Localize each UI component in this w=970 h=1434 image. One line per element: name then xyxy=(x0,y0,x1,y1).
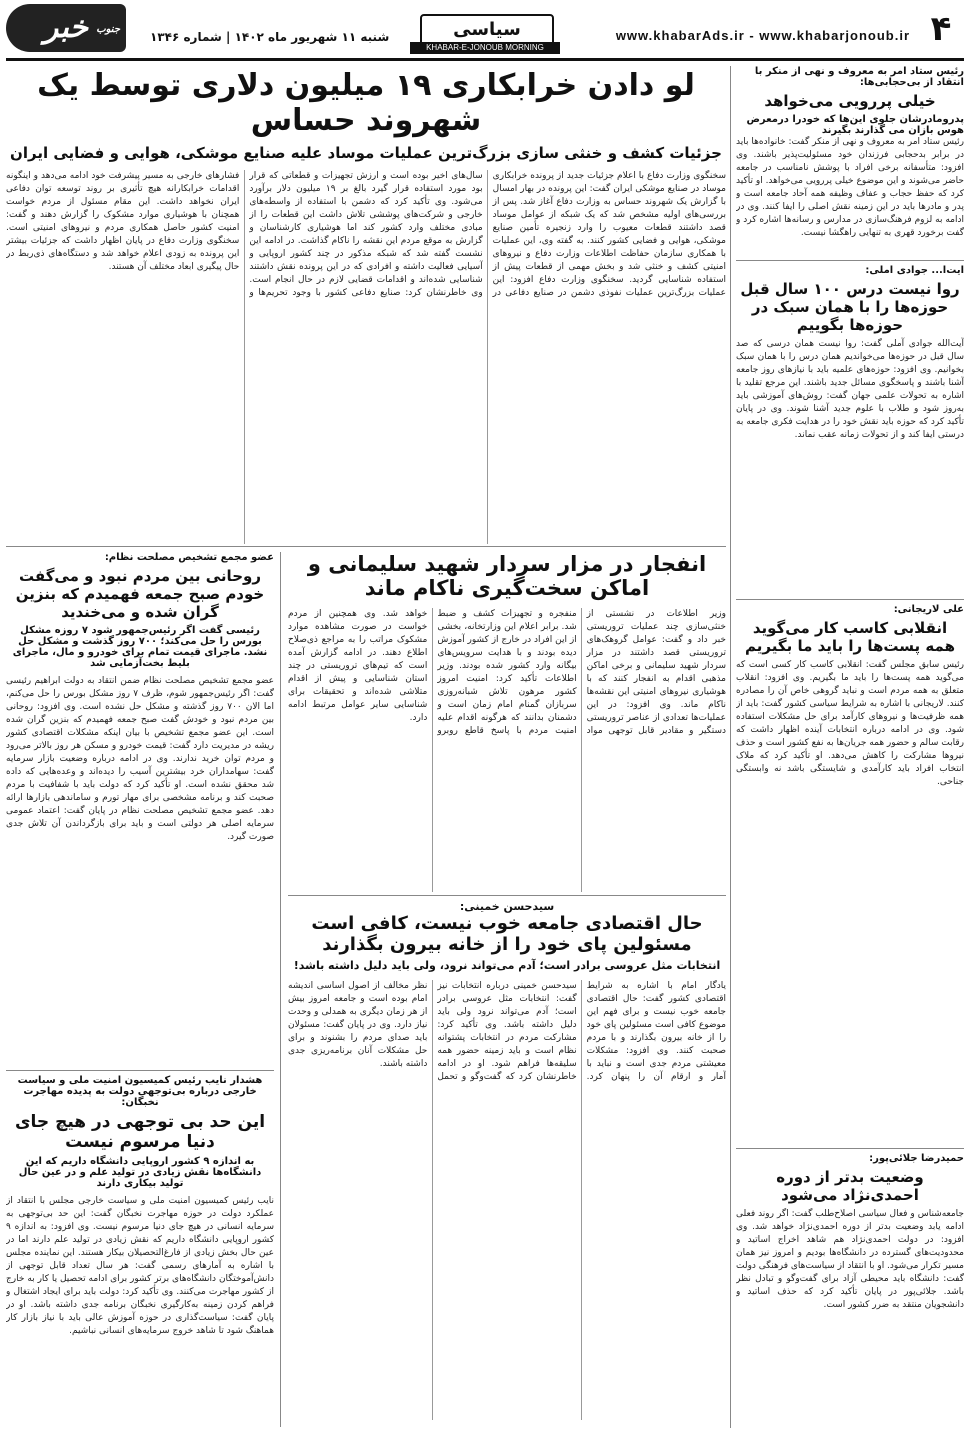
blast-article xyxy=(288,552,726,892)
economy-body: یادگار امام با اشاره به شرایط اقتصادی کشور گفت: حال اقتصادی جامعه خوب نیست و برای فهم این موضوع کافی است مسئولین پای خود را از خانه بیرون بگذارند و با مردم صحبت کنند. وی افزود: مشکلات معیشتی مردم جدی است و نباید با آمار و ارقام آن را پنهان کرد. سیدحسن خمینی درباره انتخابات نیز گفت: انتخابات مثل عروسی برادر است؛ آدم می‌تواند نرود ولی باید دلیل داشته باشد. وی تأکید کرد: مشارکت مردم در انتخابات پشتوانه نظام است و باید زمینه حضور همه سلیقه‌ها فراهم شود. او در ادامه خاطرنشان کرد که گفت‌وگو و تحمل نظر مخالف از اصول اساسی اندیشه امام بوده است و جامعه امروز بیش از هر زمان دیگری به همدلی و وحدت نیاز دارد. وی در پایان گفت: مسئولان باید صدای مردم را بشنوند و برای حل مشکلات آنان برنامه‌ریزی جدی داشته باشند. xyxy=(288,981,726,1082)
divider xyxy=(736,599,964,600)
website-urls[interactable]: www.khabarAds.ir - www.khabarjonoub.ir xyxy=(615,28,910,43)
economy-kicker: سیدحسن خمینی: xyxy=(459,900,555,913)
sidebar xyxy=(736,66,964,1428)
lead-body: سخنگوی وزارت دفاع با اعلام جزئیات جدید از پرونده خرابکاری موساد در صنایع موشکی ایران گفت: این پرونده در بهار امسال با گزارش یک شهروند حساس به وزارت دفاع آغاز شد. پس از بررسی‌های اولیه مشخص شد که یک شبکه از عوامل موساد قصد داشتند قطعات معیوب را وارد زنجیره تأمین صنایع موشکی، هوایی و فضایی کشور کنند. به گفته وی، این عملیات با همکاری سازمان حفاظت اطلاعات وزارت دفاع و نیروهای امنیتی کشف و خنثی شد و بخش مهمی از قطعات پیش از استفاده شناسایی گردید. سخنگوی وزارت دفاع افزود: این عملیات بزرگ‌ترین عملیات نفوذی دشمن در صنایع دفاعی در سال‌های اخیر بوده است و ارزش تجهیزات و قطعاتی که قرار بود مورد استفاده قرار گیرد بالغ بر ۱۹ میلیون دلار برآورد می‌شود. وی تأکید کرد که دشمن با استفاده از واسطه‌های خارجی و شرکت‌های پوششی تلاش داشت این قطعات را از مبادی مختلف وارد کشور کند اما هوشیاری کارشناسان و گزارش به موقع مردم این نقشه را ناکام گذاشت. در ادامه این نشست گفته شد که شبکه مذکور در چند کشور اروپایی و آسیایی فعالیت داشته و افرادی که در این پرونده نقش داشتند شناسایی شده‌اند و اقدامات قضایی لازم در حال انجام است. وی خاطرنشان کرد: صنایع دفاعی کشور با وجود تحریم‌ها و فشارهای خارجی به مسیر پیشرفت خود ادامه می‌دهد و اینگونه اقدامات خرابکارانه هیچ تأثیری بر روند توسعه توان دفاعی ایران نخواهد داشت. این مقام مسئول از مردم خواست همچنان با هوشیاری موارد مشکوک را گزارش دهند و گفت: امنیت کشور حاصل همکاری مردم و نیروهای امنیتی است. سخنگوی وزارت دفاع در پایان اظهار داشت که جزئیات بیشتر این پرونده به زودی اعلام خواهد شد و دستگاه‌های ذی‌ربط در حال پیگیری ابعاد مختلف آن هستند. xyxy=(6,171,726,298)
rohani-article xyxy=(6,552,274,1067)
students-body: نایب رئیس کمیسیون امنیت ملی و سیاست خارجی مجلس با انتقاد از عملکرد دولت در حوزه مهاجرت نخبگان گفت: این حد بی‌توجهی به سرمایه انسانی در هیچ جای دنیا مرسوم نیست. وی افزود: به اندازه ۹ کشور اروپایی دانشگاه داریم که نقش زیادی در تولید علم دارند اما در عین حال بخش زیادی از فارغ‌التحصیلان بیکار هستند. این نماینده مجلس با اشاره به آمارهای رسمی گفت: هر سال تعداد قابل توجهی از دانش‌آموختگان دانشگاه‌های برتر کشور برای ادامه تحصیل یا کار به خارج از کشور مهاجرت می‌کنند. وی تأکید کرد: دولت باید برای ایجاد اشتغال و فراهم کردن زمینه به‌کارگیری نخبگان برنامه جدی داشته باشد. او در پایان گفت: سیاست‌گذاری در حوزه آموزش عالی باید با نیاز بازار کار هماهنگ شود تا شاهد خروج سرمایه‌های انسانی نباشیم. xyxy=(6,1196,274,1336)
section-english: KHABAR-E-JONOUB MORNING xyxy=(410,42,560,54)
lead-article xyxy=(6,66,726,544)
divider xyxy=(736,1148,964,1149)
section-title: سیاسی xyxy=(420,14,554,46)
sidebar-body: آیت‌الله جوادی آملی گفت: روا نیست همان درسی که صد سال قبل در حوزه‌ها می‌خواندیم همان درس را با همان سبک بخوانیم. وی افزود: حوزه‌های علمیه باید با نیازهای روز جامعه آشنا باشند و پاسخگوی مسائل جدید باشند. این مرجع تقلید با اشاره به تحولات علمی جهان گفت: روش‌های آموزشی باید به‌روز شود و طلاب با علوم جدید آشنا شوند. وی در پایان تأکید کرد که حوزه باید نقش خود را در هدایت فکری جامعه به درستی ایفا کند و از تحولات زمانه عقب نماند. xyxy=(736,339,964,440)
newspaper-logo xyxy=(6,4,126,52)
sidebar-kicker: آیت‌ا... جوادی آملی: xyxy=(865,265,964,276)
rohani-body: عضو مجمع تشخیص مصلحت نظام ضمن انتقاد به دولت ابراهیم رئیسی گفت: اگر رئیس‌جمهور شوم، ظرف ۷ روز مشکل بورس را حل می‌کنم، اما الان ۷۰۰ روز گذشته و مشکل حل نشده است. وی افزود: روحانی بین مردم نبود و خودش گفت صبح جمعه فهمیدم که بنزین گران شده است. این عضو مجمع تشخیص با بیان اینکه مشکلات اقتصادی کشور ریشه در مدیریت دارد گفت: قیمت خودرو و مسکن هر روز بالاتر می‌رود و مردم توان خرید ندارند. وی در ادامه درباره وضعیت بازار سرمایه گفت: سهامداران خرد بیشترین آسیب را دیده‌اند و وعده‌هایی که داده شد محقق نشده است. او تأکید کرد که دولت باید با شفافیت با مردم صحبت کند و برنامه مشخصی برای مهار تورم و ساماندهی بازارها ارائه دهد. عضو مجمع تشخیص مصلحت نظام در پایان گفت: اعتماد عمومی سرمایه اصلی هر دولتی است و باید برای بازگرداندن آن تلاش جدی صورت گیرد. xyxy=(6,676,274,842)
students-article xyxy=(6,1075,274,1427)
divider xyxy=(730,66,731,1428)
logo-sub: جنوب xyxy=(96,24,120,35)
sidebar-headline: خیلی پررویی می‌خواهد xyxy=(764,92,936,110)
divider xyxy=(736,260,964,261)
sidebar-item xyxy=(736,66,964,256)
lead-subhead: جزئیات کشف و خنثی سازی بزرگ‌ترین عملیات موساد علیه صنایع موشکی، هوایی و فضایی ایران xyxy=(10,144,722,162)
sidebar-item xyxy=(736,1153,964,1428)
blast-body: وزیر اطلاعات در نشستی از خنثی‌سازی چند عملیات تروریستی خبر داد و گفت: عوامل گروهک‌های تروریستی قصد داشتند در مزار سردار شهید سلیمانی و برخی اماکن مذهبی اقدام به انفجار کنند که با هوشیاری نیروهای امنیتی این نقشه‌ها ناکام ماند. وی افزود: در این عملیات‌ها تعدادی از عناصر تروریستی دستگیر و مقادیر قابل توجهی مواد منفجره و تجهیزات کشف و ضبط شد. برابر اعلام این وزارتخانه، بخشی از این افراد در خارج از کشور آموزش دیده بودند و با هدایت سرویس‌های بیگانه وارد کشور شده بودند. وزیر اطلاعات تأکید کرد: امنیت امروز کشور مرهون تلاش شبانه‌روزی سربازان گمنام امام زمان است و دشمنان بدانند که هرگونه اقدام علیه امنیت مردم با پاسخ قاطع روبرو خواهد شد. وی همچنین از مردم خواست در صورت مشاهده موارد مشکوک مراتب را به مراجع ذی‌صلاح اطلاع دهند. در ادامه گزارش آمده است که تیم‌های تروریستی در چند استان شناسایی و پیش از اقدام متلاشی شده‌اند و تحقیقات برای شناسایی سایر عوامل مرتبط ادامه دارد. xyxy=(288,609,726,736)
divider xyxy=(280,552,281,1427)
sidebar-headline: وضعیت بدتر از دوره احمدی‌نژاد می‌شود xyxy=(776,1168,924,1204)
sidebar-subhead: پدرومادرشان جلوی این‌ها که خودرا درمعرض هوس بازان می گذارند بگیرند xyxy=(746,114,964,136)
divider xyxy=(6,546,726,547)
sidebar-item xyxy=(736,265,964,595)
sidebar-headline: انقلابی کاسب کار می‌گوید همه پست‌ها را باید ما بگیریم xyxy=(745,619,955,655)
sidebar-body: جامعه‌شناس و فعال سیاسی اصلاح‌طلب گفت: اگر روند فعلی ادامه یابد وضعیت بدتر از دوره احمدی‌نژاد خواهد شد. وی افزود: در دولت احمدی‌نژاد هم شاهد اخراج اساتید و محدودیت‌های گسترده در دانشگاه‌ها بودیم و امروز نیز همان مسیر تکرار می‌شود. او با انتقاد از سیاست‌های فرهنگی دولت گفت: دانشگاه باید محیطی آزاد برای گفت‌وگو و تبادل نظر باشد. جلائی‌پور در پایان تأکید کرد که حذف اساتید و دانشجویان منتقد به ضرر کشور است. xyxy=(736,1209,964,1310)
students-subhead: به اندازه ۹ کشور اروپایی دانشگاه داریم که این دانشگاه‌ها نقش زیادی در تولید علم و در عین حال تولید بیکاری دارند xyxy=(18,1156,262,1189)
economy-article xyxy=(288,900,726,1428)
sidebar-kicker: حمیدرضا جلائی‌پور: xyxy=(869,1153,964,1164)
rohani-kicker: عضو مجمع تشخیص مصلحت نظام: xyxy=(104,552,274,563)
sidebar-body: رئیس سابق مجلس گفت: انقلابی کاسب کار کسی است که می‌گوید همه پست‌ها را باید ما بگیریم. وی افزود: انقلاب متعلق به همه مردم است و نباید گروهی خاص آن را مصادره کنند. لاریجانی با اشاره به شرایط سیاسی کشور گفت: باید از همه ظرفیت‌ها و نیروهای کارآمد برای حل مشکلات استفاده شود. وی در ادامه درباره انتخابات آینده اظهار داشت که رقابت سالم و حضور همه جریان‌ها به نفع کشور است و حذف نیروها مشارکت را کاهش می‌دهد. او تأکید کرد که ملاک انتخاب افراد باید کارآمدی و شایستگی باشد نه وابستگی جناحی. xyxy=(736,660,964,787)
sidebar-body: رئیس ستاد امر به معروف و نهی از منکر گفت: خانواده‌ها باید در برابر بدحجابی فرزندان خود مسئولیت‌پذیر باشند. وی افزود: متأسفانه برخی افراد با پوشش نامناسب در جامعه حاضر می‌شوند و این موضوع خیلی پررویی می‌خواهد. او تأکید کرد که حفظ حجاب و عفاف وظیفه همه آحاد جامعه است و پدر و مادرها باید در این زمینه نقش اصلی را ایفا کنند. وی در ادامه به لزوم فرهنگ‌سازی در مدارس و رسانه‌ها اشاره کرد و گفت برخورد قهری به تنهایی راهگشا نیست. xyxy=(736,137,964,238)
masthead xyxy=(0,0,970,60)
sidebar-item xyxy=(736,604,964,1144)
economy-subhead: انتخابات مثل عروسی برادر است؛ آدم می‌تواند نرود، ولی باید دلیل داشته باشد! xyxy=(293,959,721,972)
divider xyxy=(288,895,726,896)
rohani-headline: روحانی بین مردم نبود و می‌گفت خودم صبح جمعه فهمیدم که بنزین گران شده و می‌خندید xyxy=(15,567,265,621)
lead-headline: لو دادن خرابکاری ۱۹ میلیون دلاری توسط یک شهروند حساس xyxy=(37,68,695,138)
students-headline: این حد بی توجهی در هیچ جای دنیا مرسوم نیست xyxy=(14,1112,266,1152)
economy-headline: حال اقتصادی جامعه خوب نیست، کافی است مسئولین پای خود را از خانه بیرون بگذارند xyxy=(311,913,703,955)
students-kicker: هشدار نایب رئیس کمیسیون امنیت ملی و سیاست خارجی درباره بی‌توجهی دولت به پدیده مهاجرت نخبگان: xyxy=(17,1075,263,1108)
divider xyxy=(6,1070,274,1071)
page-number: ۴ xyxy=(930,9,952,49)
issue-date: شنبه ۱۱ شهریور ماه ۱۴۰۲ | شماره ۱۳۴۶ xyxy=(150,30,390,44)
masthead-rule xyxy=(6,58,964,61)
sidebar-kicker: رئیس ستاد امر به معروف و نهی از منکر با انتقاد از بی‌حجابی‌ها: xyxy=(754,66,964,88)
blast-headline: انفجار در مزار سردار شهید سلیمانی و اماکن سخت‌گیری ناکام ماند xyxy=(307,552,707,600)
rohani-subhead: رئیسی گفت اگر رئیس‌جمهور شود ۷ روزه مشکل بورس را حل می‌کند؛ ۷۰۰ روز گذشت و مشکل حل نشد. ماجرای قیمت تمام برای خودرو و مال، ماجرای بلیط بخت‌آزمایی شد xyxy=(12,625,268,669)
sidebar-headline: روا نیست درس ۱۰۰ سال قبل حوزه‌ها را با همان سبک در حوزه‌ها بگوییم xyxy=(740,280,960,334)
sidebar-kicker: علی لاریجانی: xyxy=(893,604,964,615)
logo-text: خبر xyxy=(43,10,89,45)
